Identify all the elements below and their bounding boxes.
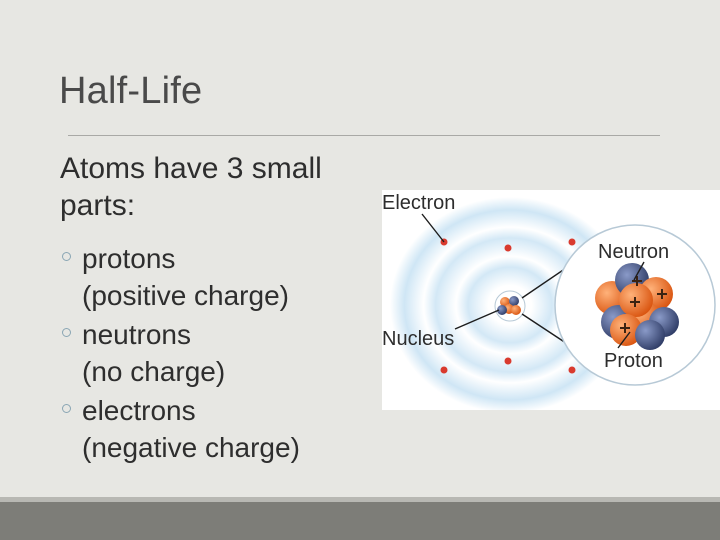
nucleus-label: Nucleus	[382, 328, 455, 350]
list-item	[60, 240, 390, 314]
slide-title: Half-Life	[59, 70, 203, 112]
bullet-term: protons	[82, 243, 176, 274]
list-item	[60, 316, 390, 390]
electron-dot	[569, 239, 576, 246]
electron-dot	[505, 358, 512, 365]
bullet-list	[60, 240, 390, 468]
bullet-icon	[62, 252, 71, 261]
intro-text: Atoms have 3 small parts:	[60, 152, 322, 222]
electron-dot	[569, 367, 576, 374]
bullet-icon	[62, 328, 71, 337]
bullet-icon	[62, 404, 71, 413]
electron-dot	[505, 245, 512, 252]
neutron-label: Neutron	[598, 241, 670, 263]
atom-illustration	[382, 190, 720, 410]
proton-label: Proton	[604, 350, 663, 372]
bullet-detail: (no charge)	[82, 356, 226, 387]
title-divider	[68, 135, 660, 136]
bullet-detail: (negative charge)	[82, 432, 300, 463]
electron-label: Electron	[382, 192, 456, 214]
footer-bar	[0, 502, 720, 540]
bullet-detail: (positive charge)	[82, 280, 289, 311]
bullet-term: neutrons	[82, 319, 191, 350]
electron-dot	[441, 367, 448, 374]
list-item	[60, 392, 390, 466]
atom-diagram	[382, 190, 720, 410]
bullet-term: electrons	[82, 395, 196, 426]
